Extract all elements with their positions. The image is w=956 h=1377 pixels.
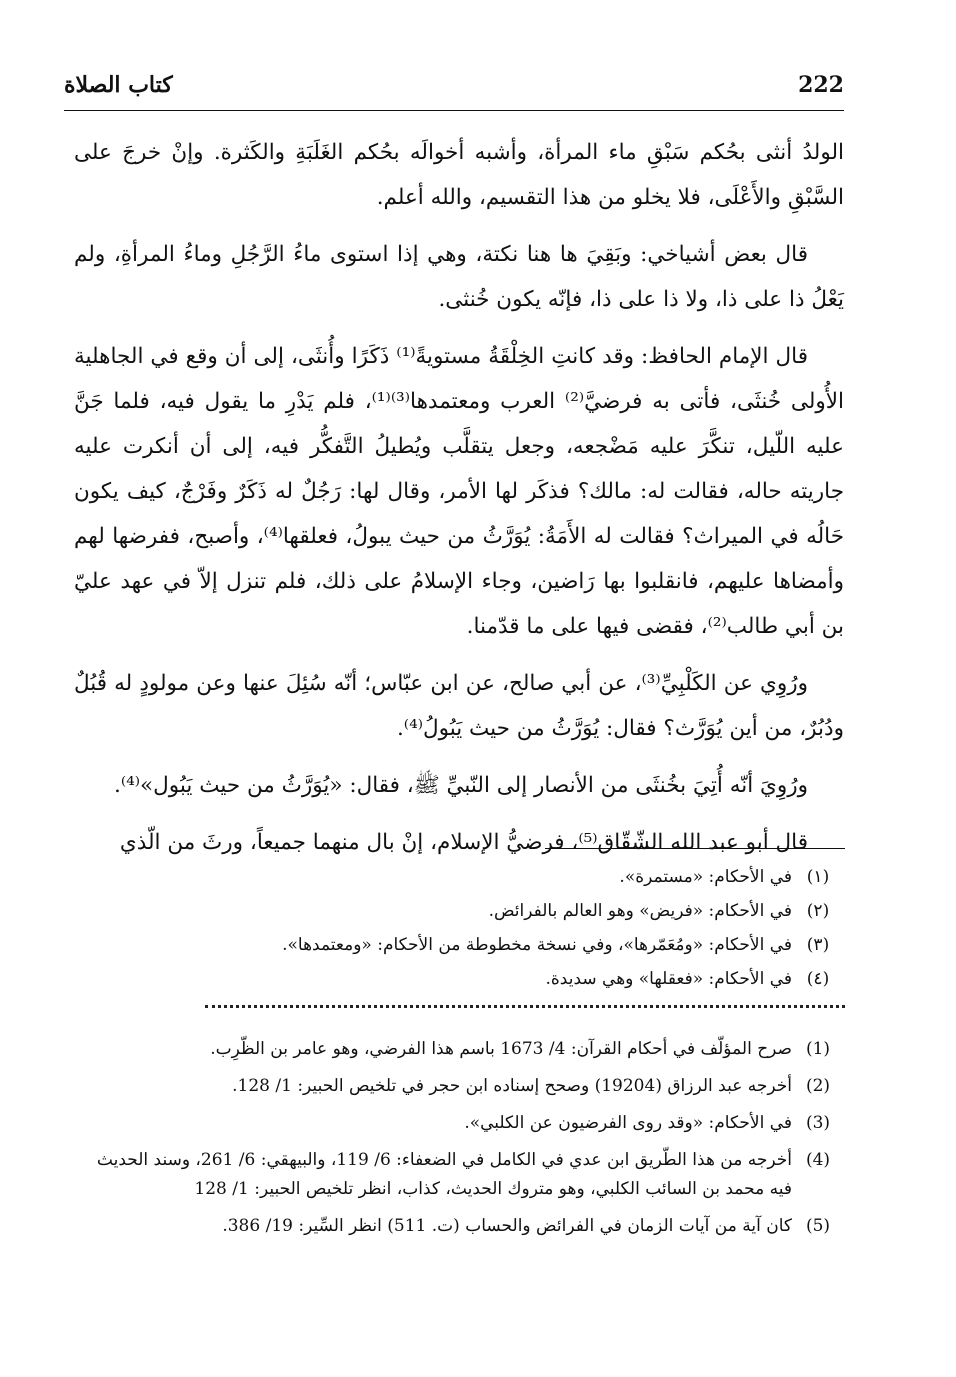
footnote-item <box>74 928 844 962</box>
paragraph: قال بعض أشياخي: وبَقِيَ ها هنا نكتة، وهي إذا استوى ماءُ الرَّجُلِ وماءُ المرأةِ، ولم يَعْلُ ذا على ذا، ولا ذا على ذا، فإنّه يكون خُنثى. <box>74 242 844 312</box>
footnote-number: (5) <box>805 1216 831 1236</box>
footnote-item <box>74 1146 844 1204</box>
footnote-number: (3) <box>805 1113 831 1133</box>
footnote-item <box>74 962 844 996</box>
paragraph: ورُوِيَ أنّه أُتِيَ بخُنثَى من الأنصار إلى النّبيِّ ﷺ، فقال: «يُوَرَّثُ من حيث يَبُول»⁽⁴⁾. <box>114 773 808 798</box>
footnote-text: في الأحكام: «وقد روى الفرضيون عن الكلبي». <box>464 1113 792 1133</box>
footnote-number: (4) <box>805 1150 831 1170</box>
footnote-item <box>74 1072 844 1101</box>
footnote-number: (1) <box>805 1039 831 1059</box>
paragraph: ورُوِي عن الكَلْبِيِّ⁽³⁾، عن أبي صالح، عن ابن عبّاس؛ أنّه سُئِلَ عنها وعن مولودٍ له قُبُلٌ ودُبُرٌ، من أين يُوَرَّث؟ فقال: يُوَرَّثُ من حيث يَبُولُ⁽⁴⁾. <box>74 671 844 741</box>
footnote-item <box>74 1212 844 1241</box>
footnote-text: أخرجه عبد الرزاق (19204) وصحح إسناده ابن حجر في تلخيص الحبير: 1/ 128. <box>232 1076 792 1096</box>
footnote-text: في الأحكام: «مستمرة». <box>619 867 792 887</box>
paragraph: قال أبو عبد الله الشّقّاق⁽⁵⁾، فرضيُّ الإسلام، إنْ بال منهما جميعاً، ورثَ من الّذي <box>119 830 808 855</box>
paragraph: قال الإمام الحافظ: وقد كانتِ الخِلْقَةُ مستويةً⁽¹⁾ ذَكَرًا وأُنثَى، إلى أن وقع في الجاهلية الأُولى خُنثَى، فأتى به فرضيَّ⁽²⁾ العرب ومعتمدها⁽³⁾⁽¹⁾، فلم يَدْرِ ما يقول فيه، فلما جَنَّ عليه اللّيل، تنكَّرَ عليه مَضْجعه، وجعل يتقلَّب ويُطيلُ التَّفكُّر فيه، إلى أن أنكرت عليه جاريته حاله، فقالت له: مالك؟ فذكَر لها الأمر، وقال لها: رَجُلٌ له ذَكَرٌ وفَرْجٌ، كيف يكون حَالُه في الميراث؟ فقالت له الأَمَةُ: يُوَرَّثُ من حيث يبولُ، فعلقها⁽⁴⁾، وأصبح، ففرضها لهم وأمضاها عليهم، فانقلبوا بها رَاضين، وجاء الإسلامُ على ذلك، فلم تنزل إلاّ في عهد عليّ بن أبي طالب⁽²⁾، فقضى فيها على ما قدّمنا. <box>74 344 844 639</box>
footnote-number: (٣) <box>806 935 830 955</box>
editor-footnotes <box>74 860 844 996</box>
footnote-item <box>74 894 844 928</box>
dotted-separator <box>205 1005 845 1008</box>
footnote-text: في الأحكام: «فعقلها» وهي سديدة. <box>545 969 792 989</box>
footnote-item <box>74 1035 844 1064</box>
footnote-text: كان آية من آيات الزمان في الفرائض والحساب (ت. 511) انظر السِّير: 19/ 386. <box>222 1216 792 1236</box>
main-text <box>74 130 844 877</box>
paragraph: الولدُ أنثى بحُكم سَبْقِ ماء المرأة، وأشبه أخوالَه بحُكم الغَلَبَةِ والكَثرة. وإنْ خرجَ على السَّبْقِ والأَعْلَى، فلا يخلو من هذا التقسيم، والله أعلم. <box>74 140 844 210</box>
footnote-number: (١) <box>806 867 830 887</box>
footnote-text: في الأحكام: «فريض» وهو العالم بالفرائض. <box>488 901 792 921</box>
footnote-number: (2) <box>805 1076 831 1096</box>
footnote-item <box>74 860 844 894</box>
running-title: كتاب الصلاة <box>64 72 173 98</box>
page-number: 222 <box>798 72 844 98</box>
page-header <box>64 70 844 111</box>
source-footnotes <box>74 1035 844 1249</box>
footnote-text: أخرجه من هذا الطّريق ابن عدي في الكامل في الضعفاء: 6/ 119، والبيهقي: 6/ 261، وسند الحديث فيه محمد بن السائب الكلبي، وهو متروك الحديث، كذاب، انظر تلخيص الحبير: 1/ 128 <box>96 1150 792 1199</box>
footnote-text: في الأحكام: «ومُعَمّرها»، وفي نسخة مخطوطة من الأحكام: «ومعتمدها». <box>282 935 792 955</box>
footnote-number: (٤) <box>806 969 830 989</box>
footnote-separator <box>545 848 845 849</box>
footnote-number: (٢) <box>806 901 830 921</box>
footnote-item <box>74 1109 844 1138</box>
footnote-text: صرح المؤلّف في أحكام القرآن: 4/ 1673 باسم هذا الفرضي، وهو عامر بن الظّرِب. <box>210 1039 792 1059</box>
